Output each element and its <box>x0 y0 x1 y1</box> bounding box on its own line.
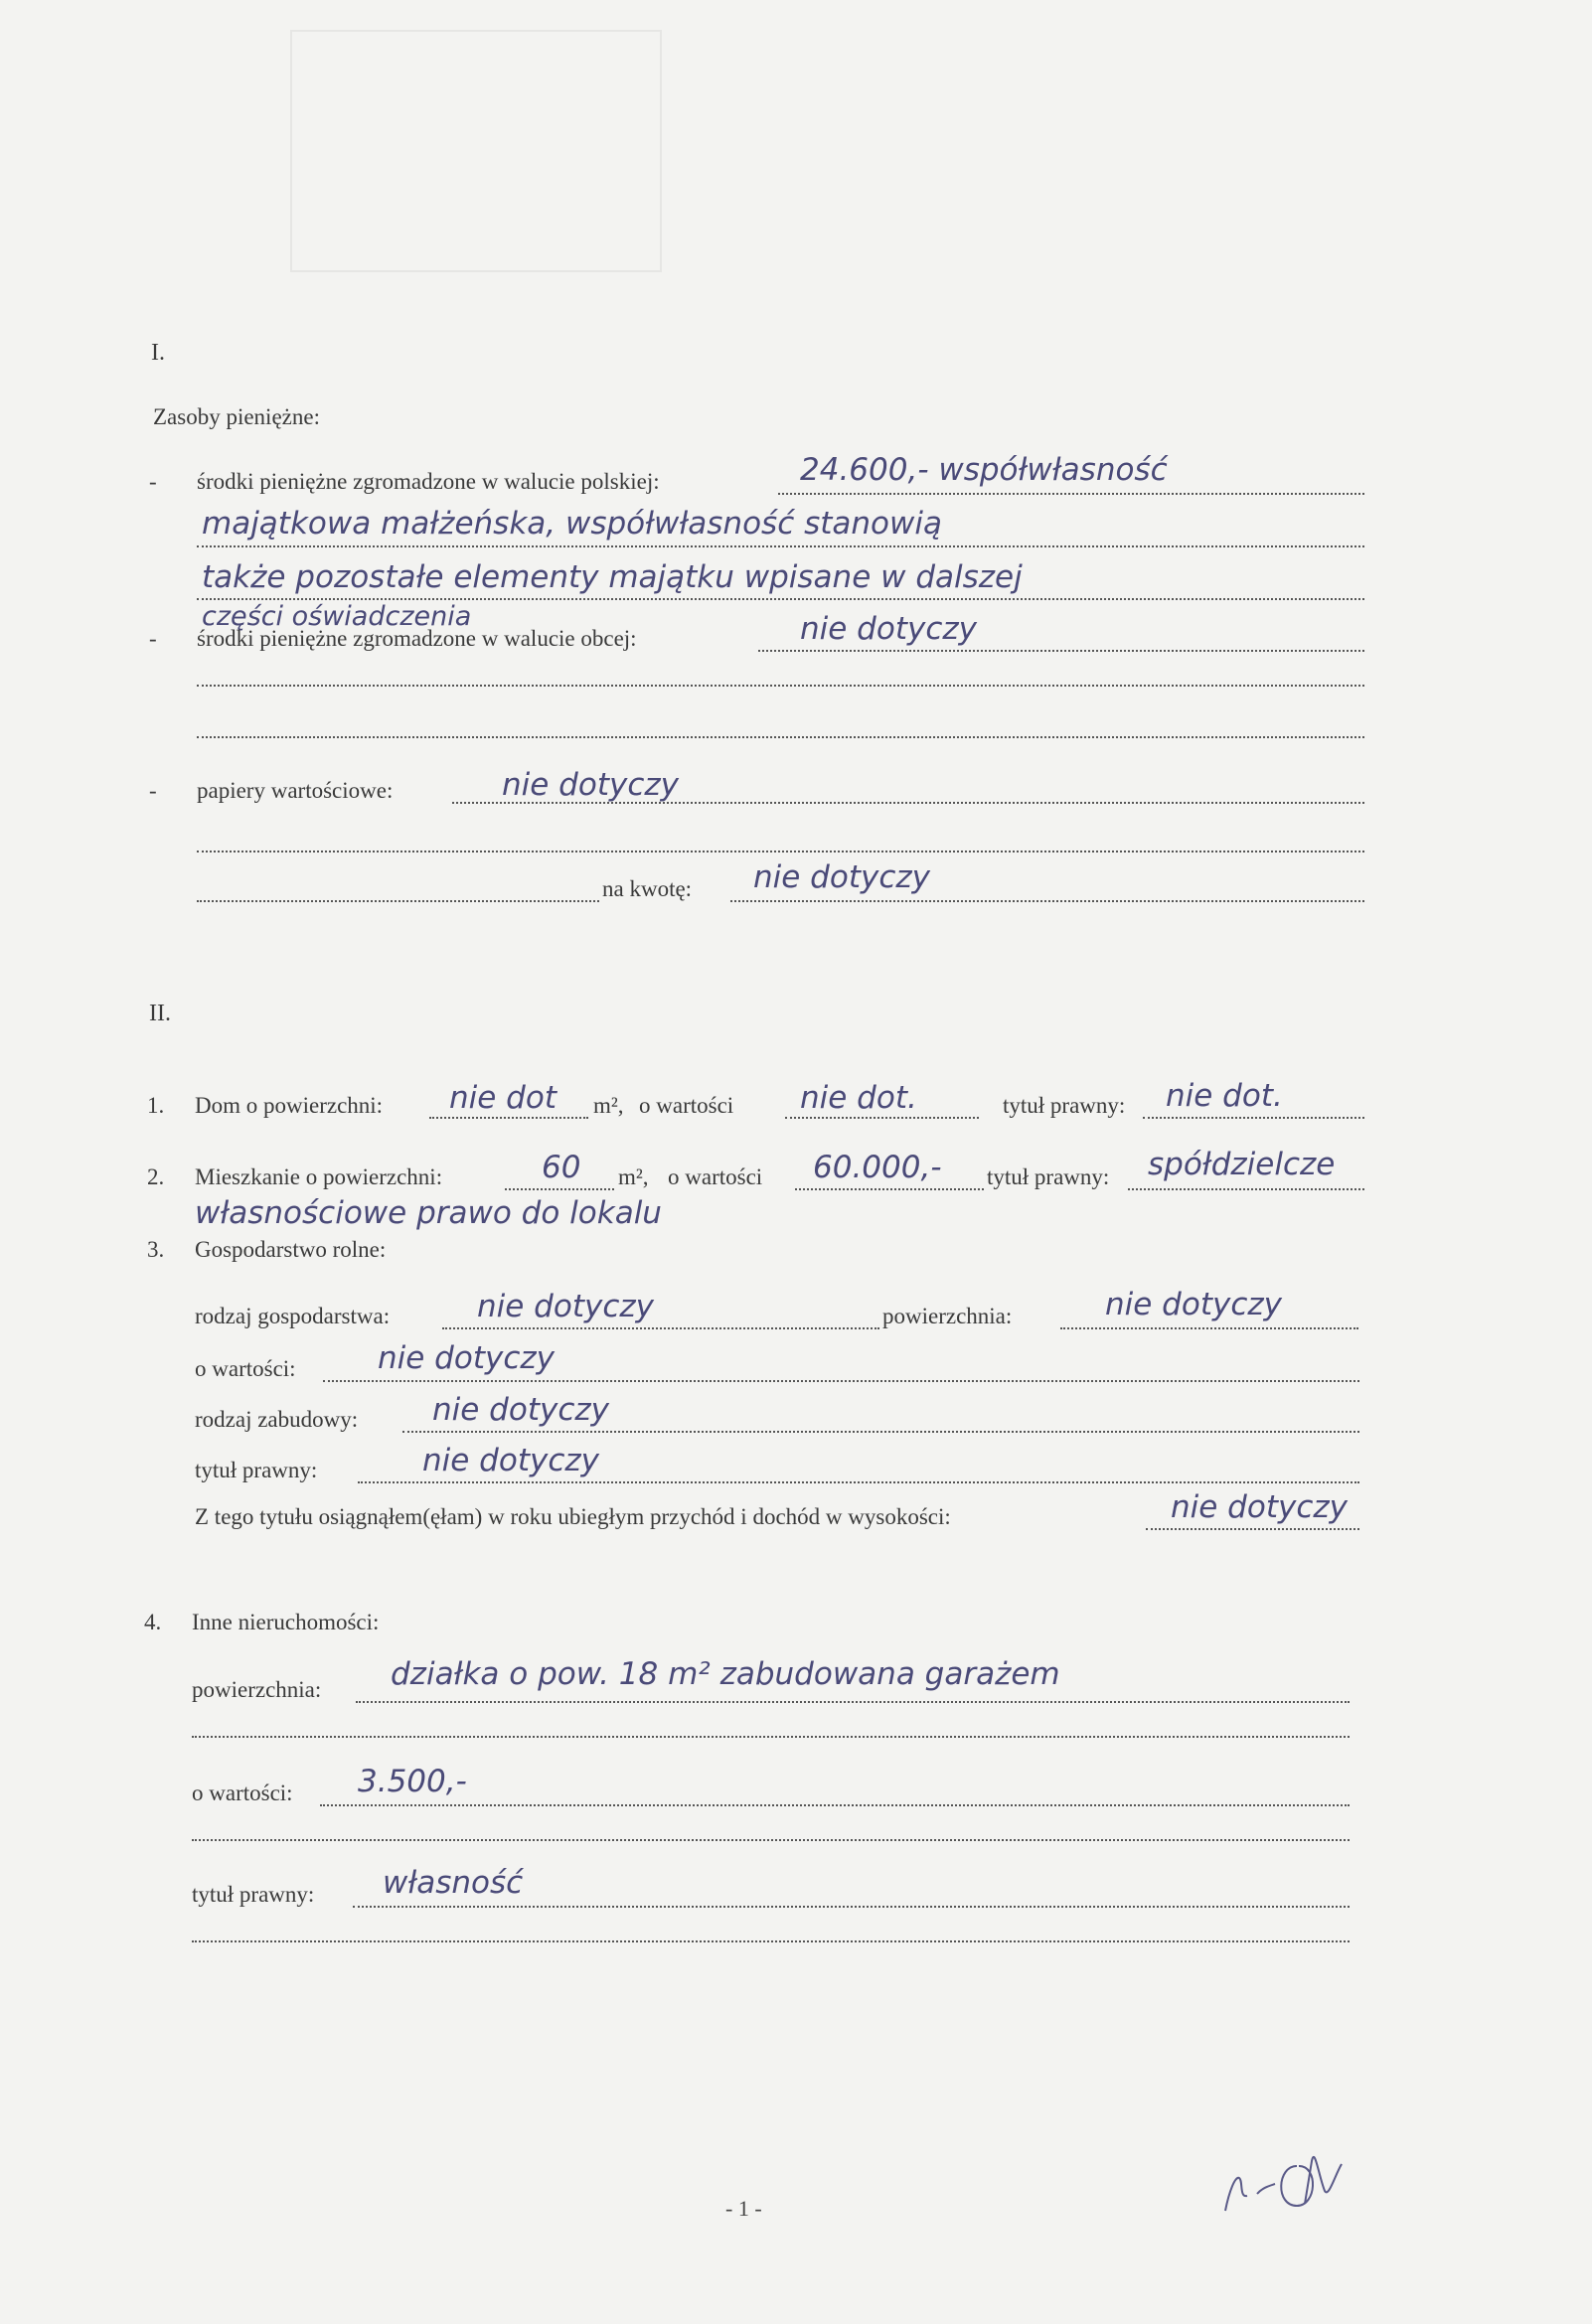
fill-line <box>197 685 1364 687</box>
fill-line <box>429 1117 588 1119</box>
farm-income-answer: nie dotyczy <box>1171 1489 1348 1525</box>
house-area-answer: nie dot <box>449 1080 557 1116</box>
bullet: - <box>149 778 157 803</box>
pln-answer-line-2: majątkowa małżeńska, współwłasność stanowią <box>202 506 942 542</box>
faded-stamp <box>290 30 662 272</box>
pln-answer-line-3: także pozostałe elementy majątku wpisane w dalszej <box>202 559 1023 595</box>
fill-line <box>758 650 1364 652</box>
pln-answer-line-1: 24.600,- współwłasność <box>800 452 1168 488</box>
fill-line <box>197 545 1364 547</box>
fill-line <box>197 598 1364 600</box>
item-number: 4. <box>144 1610 162 1634</box>
fill-line <box>1128 1188 1364 1190</box>
unit-m2: m², <box>618 1164 649 1189</box>
fill-line <box>197 851 1364 852</box>
other-value-answer: 3.500,- <box>358 1764 467 1799</box>
other-title-answer: własność <box>383 1865 524 1901</box>
farm-value-label: o wartości: <box>195 1356 296 1381</box>
section-1-numeral: I. <box>151 340 165 366</box>
pln-label: środki pieniężne zgromadzone w walucie polskiej: <box>197 469 660 494</box>
other-area-label: powierzchnia: <box>192 1677 322 1702</box>
flat-title-label: tytuł prawny: <box>987 1164 1110 1189</box>
farm-income-label: Z tego tytułu osiągnąłem(ęłam) w roku ubiegłym przychód i dochód w wysokości: <box>195 1504 951 1529</box>
fill-line <box>442 1327 879 1329</box>
flat-value-label: o wartości <box>668 1164 763 1189</box>
pln-answer-line-4: części oświadczenia <box>202 601 472 632</box>
fill-line <box>356 1701 1350 1703</box>
page-number: - 1 - <box>725 2196 762 2221</box>
house-value-label: o wartości <box>639 1093 734 1118</box>
other-area-answer: działka o pow. 18 m² zabudowana garażem <box>391 1656 1060 1692</box>
section-2-numeral: II. <box>149 1001 171 1026</box>
fill-line <box>192 1839 1350 1841</box>
farm-area-label: powierzchnia: <box>882 1304 1013 1328</box>
item-number: 3. <box>147 1237 165 1262</box>
farm-area-answer: nie dotyczy <box>1105 1287 1282 1322</box>
fill-line <box>785 1117 979 1119</box>
house-title-answer: nie dot. <box>1166 1078 1283 1114</box>
fill-line <box>402 1431 1359 1433</box>
farm-title-answer: nie dotyczy <box>422 1443 599 1478</box>
other-title-label: tytuł prawny: <box>192 1882 315 1907</box>
flat-area-answer: 60 <box>542 1150 581 1185</box>
house-label: Dom o powierzchni: <box>195 1093 384 1118</box>
item-number: 2. <box>147 1164 165 1189</box>
other-value-label: o wartości: <box>192 1781 293 1805</box>
farm-type-label: rodzaj gospodarstwa: <box>195 1304 391 1328</box>
farm-value-answer: nie dotyczy <box>378 1340 555 1376</box>
farm-building-label: rodzaj zabudowy: <box>195 1407 359 1432</box>
fill-line <box>192 1736 1350 1738</box>
unit-m2: m², <box>593 1093 624 1118</box>
securities-label: papiery wartościowe: <box>197 778 394 803</box>
fill-line <box>1146 1528 1359 1530</box>
fx-answer: nie dotyczy <box>800 611 977 647</box>
house-title-label: tytuł prawny: <box>1003 1093 1126 1118</box>
flat-value-answer: 60.000,- <box>813 1150 942 1185</box>
signature <box>1217 2136 1396 2226</box>
amount-label: na kwotę: <box>602 876 693 901</box>
fx-label: środki pieniężne zgromadzone w walucie obcej: <box>197 626 637 651</box>
fill-line <box>323 1380 1359 1382</box>
house-value-answer: nie dot. <box>800 1080 917 1116</box>
item-number: 1. <box>147 1093 165 1118</box>
fill-line <box>358 1481 1359 1483</box>
flat-label: Mieszkanie o powierzchni: <box>195 1164 443 1189</box>
bullet: - <box>149 626 157 651</box>
fill-line <box>197 736 1364 738</box>
amount-answer: nie dotyczy <box>753 859 930 895</box>
fill-line <box>197 900 599 902</box>
fill-line <box>192 1940 1350 1942</box>
securities-answer: nie dotyczy <box>502 767 679 803</box>
fill-line <box>505 1188 614 1190</box>
fill-line <box>353 1906 1350 1908</box>
flat-title-answer: spółdzielcze <box>1148 1147 1336 1182</box>
section-1-heading: Zasoby pieniężne: <box>153 404 320 429</box>
farm-type-answer: nie dotyczy <box>477 1289 654 1324</box>
farm-title-label: tytuł prawny: <box>195 1458 318 1482</box>
fill-line <box>1143 1117 1364 1119</box>
fill-line <box>1060 1327 1358 1329</box>
farm-building-answer: nie dotyczy <box>432 1392 609 1428</box>
fill-line <box>795 1188 984 1190</box>
flat-title-answer-cont: własnościowe prawo do lokalu <box>195 1195 662 1231</box>
fill-line <box>778 493 1364 495</box>
fill-line <box>730 900 1364 902</box>
fill-line <box>320 1804 1350 1806</box>
other-label: Inne nieruchomości: <box>192 1610 380 1634</box>
farm-label: Gospodarstwo rolne: <box>195 1237 387 1262</box>
bullet: - <box>149 469 157 494</box>
